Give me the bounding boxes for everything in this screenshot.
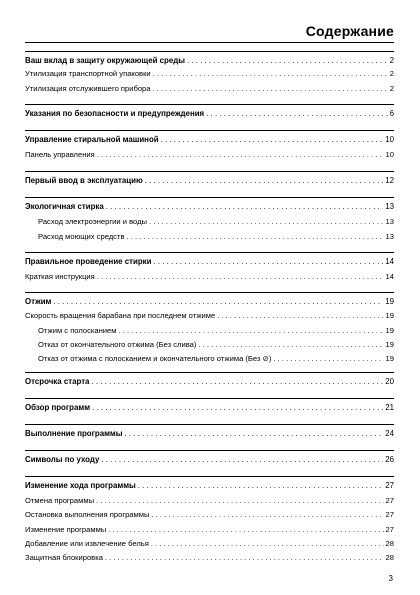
toc-entry-label: Утилизация отслужившего прибора bbox=[25, 84, 151, 93]
toc-entry[interactable] bbox=[25, 339, 394, 351]
toc-entry-label: Панель управления bbox=[25, 150, 95, 159]
toc-entry-label: Добавление или извлечение белья bbox=[25, 539, 149, 548]
dot-leader bbox=[92, 402, 383, 414]
toc-entry-label: Изменение хода программы bbox=[25, 481, 136, 490]
dot-leader bbox=[97, 149, 384, 161]
section-divider bbox=[25, 171, 394, 172]
section-divider bbox=[25, 450, 394, 451]
toc-entry-label: Расход моющих средств bbox=[38, 232, 125, 241]
toc-entry[interactable] bbox=[25, 524, 394, 536]
section-divider bbox=[25, 104, 394, 105]
toc-entry[interactable] bbox=[25, 216, 394, 228]
toc-entry[interactable] bbox=[25, 552, 394, 564]
dot-leader bbox=[206, 108, 387, 120]
toc-entry[interactable] bbox=[25, 538, 394, 550]
toc-entry-page: 19 bbox=[385, 297, 394, 306]
toc-entry-page: 24 bbox=[385, 429, 394, 438]
toc-entry-page: 2 bbox=[389, 56, 394, 65]
dot-leader bbox=[151, 509, 383, 521]
dot-leader bbox=[217, 310, 383, 322]
toc-section-entry[interactable] bbox=[25, 296, 394, 308]
toc-entry-page: 14 bbox=[385, 257, 394, 266]
toc-entry-page: 2 bbox=[389, 69, 394, 78]
toc-entry-label: Остановка выполнения программы bbox=[25, 510, 150, 519]
toc-section-entry[interactable] bbox=[25, 480, 394, 492]
toc-section-entry[interactable] bbox=[25, 428, 394, 440]
dot-leader bbox=[151, 538, 384, 550]
toc-entry[interactable] bbox=[25, 83, 394, 95]
toc-entry[interactable] bbox=[25, 68, 394, 80]
dot-leader bbox=[97, 271, 384, 283]
dot-leader bbox=[125, 428, 384, 440]
dot-leader bbox=[101, 454, 383, 466]
toc-entry-label: Правильное проведение стирки bbox=[25, 257, 152, 266]
dot-leader bbox=[153, 83, 388, 95]
dot-leader bbox=[106, 201, 383, 213]
toc-entry-label: Отсрочка старта bbox=[25, 377, 90, 386]
toc-entry-page: 20 bbox=[385, 377, 394, 386]
toc-entry-page: 10 bbox=[385, 135, 394, 144]
section-divider bbox=[25, 424, 394, 425]
toc-entry-label: Отмена программы bbox=[25, 496, 95, 505]
toc-entry-label: Отжим bbox=[25, 297, 52, 306]
toc-entry-label: Защитная блокировка bbox=[25, 553, 103, 562]
toc-entry[interactable] bbox=[25, 310, 394, 322]
dot-leader bbox=[273, 353, 383, 365]
toc-entry-page: 6 bbox=[389, 109, 394, 118]
toc-entry-page: 28 bbox=[385, 539, 394, 548]
dot-leader bbox=[138, 480, 383, 492]
title-divider bbox=[25, 42, 394, 43]
page-number: 3 bbox=[388, 574, 393, 583]
toc-entry-page: 13 bbox=[385, 232, 394, 241]
toc-entry-page: 27 bbox=[385, 496, 394, 505]
toc-entry-page: 12 bbox=[385, 176, 394, 185]
toc-entry-label: Символы по уходу bbox=[25, 455, 100, 464]
toc-entry[interactable] bbox=[25, 325, 394, 337]
dot-leader bbox=[187, 55, 388, 67]
toc-entry[interactable] bbox=[25, 495, 394, 507]
section-divider bbox=[25, 130, 394, 131]
section-divider bbox=[25, 51, 394, 52]
toc-entry-page: 26 bbox=[385, 455, 394, 464]
toc-section-entry[interactable] bbox=[25, 402, 394, 414]
toc-entry-label: Изменение программы bbox=[25, 525, 107, 534]
toc-entry-label: Выполнение программы bbox=[25, 429, 123, 438]
toc-entry-label: Расход электроэнергии и воды bbox=[38, 217, 147, 226]
toc-entry[interactable] bbox=[25, 509, 394, 521]
toc-entry[interactable] bbox=[25, 149, 394, 161]
toc-section-entry[interactable] bbox=[25, 108, 394, 120]
toc-entry-page: 10 bbox=[385, 150, 394, 159]
toc-entry-page: 19 bbox=[385, 326, 394, 335]
dot-leader bbox=[91, 376, 383, 388]
toc-entry-page: 27 bbox=[385, 525, 394, 534]
section-divider bbox=[25, 372, 394, 373]
toc-entry-page: 14 bbox=[385, 272, 394, 281]
dot-leader bbox=[53, 296, 383, 308]
dot-leader bbox=[153, 256, 383, 268]
toc-entry-page: 13 bbox=[385, 217, 394, 226]
toc-entry-page: 27 bbox=[385, 510, 394, 519]
toc-entry-label: Отжим с полосканием bbox=[38, 326, 117, 335]
toc-entry-label: Отказ от отжима с полосканием и окончательного отжима (Без ⊘) bbox=[38, 354, 272, 363]
toc-entry[interactable] bbox=[25, 353, 394, 365]
toc-section-entry[interactable] bbox=[25, 201, 394, 213]
dot-leader bbox=[105, 552, 384, 564]
toc-entry[interactable] bbox=[25, 231, 394, 243]
toc-section-entry[interactable] bbox=[25, 55, 394, 67]
toc-entry-page: 19 bbox=[385, 354, 394, 363]
toc-entry-page: 13 bbox=[385, 202, 394, 211]
dot-leader bbox=[127, 231, 384, 243]
toc-entry-label: Указания по безопасности и предупреждения bbox=[25, 109, 205, 118]
section-divider bbox=[25, 476, 394, 477]
dot-leader bbox=[145, 175, 384, 187]
toc-section-entry[interactable] bbox=[25, 175, 394, 187]
section-divider bbox=[25, 197, 394, 198]
toc-entry-page: 21 bbox=[385, 403, 394, 412]
toc-entry-label: Экологичная стирка bbox=[25, 202, 104, 211]
section-divider bbox=[25, 292, 394, 293]
toc-entry-page: 2 bbox=[389, 84, 394, 93]
dot-leader bbox=[161, 134, 384, 146]
toc-entry-page: 19 bbox=[385, 311, 394, 320]
section-divider bbox=[25, 398, 394, 399]
dot-leader bbox=[96, 495, 384, 507]
toc-section-entry[interactable] bbox=[25, 454, 394, 466]
toc-section-entry[interactable] bbox=[25, 134, 394, 146]
toc-entry-label: Ваш вклад в защиту окружающей среды bbox=[25, 56, 185, 65]
toc-entry-label: Первый ввод в эксплуатацию bbox=[25, 176, 143, 185]
toc-entry-label: Управление стиральной машиной bbox=[25, 135, 159, 144]
toc-entry[interactable] bbox=[25, 271, 394, 283]
toc-entry-label: Краткая инструкция bbox=[25, 272, 95, 281]
dot-leader bbox=[149, 216, 384, 228]
toc-entry-label: Утилизация транспортной упаковки bbox=[25, 69, 151, 78]
toc-entry-page: 28 bbox=[385, 553, 394, 562]
toc-entry-label: Отказ от окончательного отжима (Без слива) bbox=[38, 340, 197, 349]
dot-leader bbox=[153, 68, 388, 80]
toc-section-entry[interactable] bbox=[25, 376, 394, 388]
dot-leader bbox=[108, 524, 383, 536]
dot-leader bbox=[119, 325, 384, 337]
toc-entry-page: 19 bbox=[385, 340, 394, 349]
toc-section-entry[interactable] bbox=[25, 256, 394, 268]
toc-entry-page: 27 bbox=[385, 481, 394, 490]
section-divider bbox=[25, 252, 394, 253]
toc-entry-label: Скорость вращения барабана при последнем отжиме bbox=[25, 311, 216, 320]
dot-leader bbox=[198, 339, 383, 351]
toc-entry-label: Обзор программ bbox=[25, 403, 91, 412]
page-title: Содержание bbox=[305, 23, 394, 39]
